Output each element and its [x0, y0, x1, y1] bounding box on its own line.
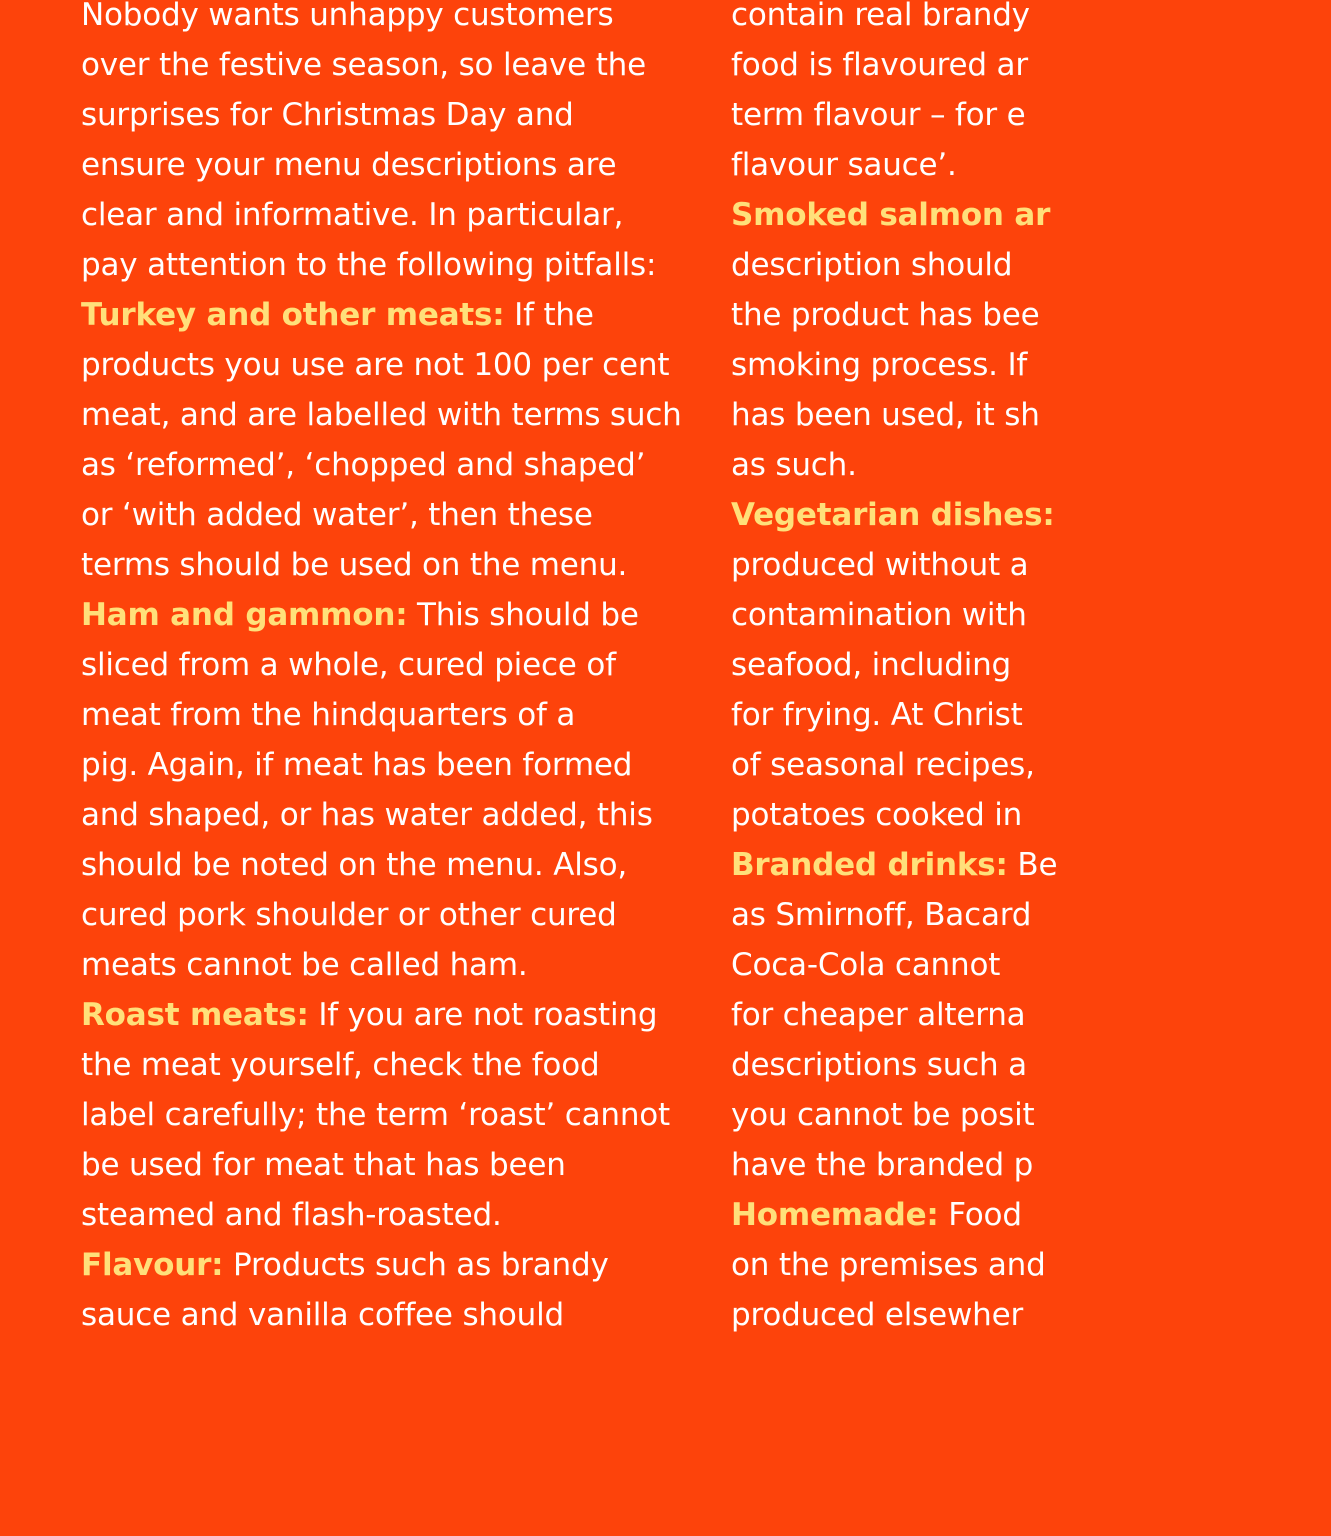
- intro-line: clear and informative. In particular,: [81, 197, 624, 233]
- section-line: sliced from a whole, cured piece of: [81, 647, 616, 683]
- section-line: as Smirnoff, Bacard: [731, 897, 1032, 933]
- section-roast-first-line: [81, 990, 691, 1040]
- left-column: [81, 0, 691, 1340]
- section-line: Coca-Cola cannot: [731, 947, 1001, 983]
- section-text: This should be: [407, 597, 639, 633]
- section-smoked-salmon-first-line: [731, 190, 1331, 240]
- intro-line: Nobody wants unhappy customers: [81, 0, 614, 33]
- flavour-continued-line: food is flavoured ar: [731, 47, 1028, 83]
- section-turkey-first-line: [81, 290, 691, 340]
- intro-line: over the festive season, so leave the: [81, 47, 646, 83]
- section-line: pig. Again, if meat has been formed: [81, 747, 633, 783]
- flavour-continued-line: term flavour – for e: [731, 97, 1026, 133]
- section-heading-vegetarian: Vegetarian dishes:: [731, 497, 1055, 533]
- section-line: should be noted on the menu. Also,: [81, 847, 627, 883]
- section-line: cured pork shoulder or other cured: [81, 897, 617, 933]
- flavour-continued-line: contain real brandy: [731, 0, 1030, 33]
- section-line: or ‘with added water’, then these: [81, 497, 593, 533]
- section-text: Food: [938, 1197, 1022, 1233]
- intro-line: ensure your menu descriptions are: [81, 147, 617, 183]
- intro-line: pay attention to the following pitfalls:: [81, 247, 657, 283]
- flavour-continued-line: flavour sauce’.: [731, 147, 957, 183]
- section-line: produced elsewher: [731, 1297, 1024, 1333]
- section-line: smoking process. If: [731, 347, 1028, 383]
- section-line: terms should be used on the menu.: [81, 547, 628, 583]
- section-line: contamination with: [731, 597, 1027, 633]
- section-heading-homemade: Homemade:: [731, 1197, 939, 1233]
- section-heading-smoked-salmon: Smoked salmon ar: [731, 197, 1051, 233]
- section-line: and shaped, or has water added, this: [81, 797, 653, 833]
- section-line: steamed and flash-roasted.: [81, 1197, 502, 1233]
- section-line: have the branded p: [731, 1147, 1034, 1183]
- section-line: meats cannot be called ham.: [81, 947, 528, 983]
- section-line: for cheaper alterna: [731, 997, 1026, 1033]
- section-heading-turkey: Turkey and other meats:: [81, 297, 505, 333]
- section-line: on the premises and: [731, 1247, 1046, 1283]
- section-branded-drinks-first-line: [731, 840, 1331, 890]
- right-column: [731, 0, 1331, 1340]
- section-line: the meat yourself, check the food: [81, 1047, 600, 1083]
- intro-line: surprises for Christmas Day and: [81, 97, 574, 133]
- section-flavour-first-line: [81, 1240, 691, 1290]
- section-line: as such.: [731, 447, 857, 483]
- section-ham-first-line: [81, 590, 691, 640]
- section-line: produced without a: [731, 547, 1029, 583]
- section-line: meat from the hindquarters of a: [81, 697, 576, 733]
- section-line: sauce and vanilla coffee should: [81, 1297, 564, 1333]
- section-line: potatoes cooked in: [731, 797, 1023, 833]
- section-line: seafood, including: [731, 647, 1012, 683]
- section-line: be used for meat that has been: [81, 1147, 566, 1183]
- section-line: descriptions such a: [731, 1047, 1027, 1083]
- section-line: meat, and are labelled with terms such: [81, 397, 682, 433]
- section-heading-ham: Ham and gammon:: [81, 597, 408, 633]
- section-line: has been used, it sh: [731, 397, 1040, 433]
- section-text: If you are not roasting: [308, 997, 658, 1033]
- section-text: If the: [504, 297, 594, 333]
- section-line: label carefully; the term ‘roast’ cannot: [81, 1097, 670, 1133]
- section-line: the product has bee: [731, 297, 1040, 333]
- section-vegetarian-first-line: [731, 490, 1331, 540]
- section-line: you cannot be posit: [731, 1097, 1035, 1133]
- section-heading-flavour: Flavour:: [81, 1247, 224, 1283]
- section-line: for frying. At Christ: [731, 697, 1023, 733]
- section-text: Products such as brandy: [223, 1247, 609, 1283]
- section-line: as ‘reformed’, ‘chopped and shaped’: [81, 447, 646, 483]
- section-text: Be: [1007, 847, 1058, 883]
- section-line: description should: [731, 247, 1013, 283]
- section-homemade-first-line: [731, 1190, 1331, 1240]
- section-heading-branded-drinks: Branded drinks:: [731, 847, 1008, 883]
- section-line: products you use are not 100 per cent: [81, 347, 670, 383]
- section-heading-roast: Roast meats:: [81, 997, 309, 1033]
- section-line: of seasonal recipes,: [731, 747, 1035, 783]
